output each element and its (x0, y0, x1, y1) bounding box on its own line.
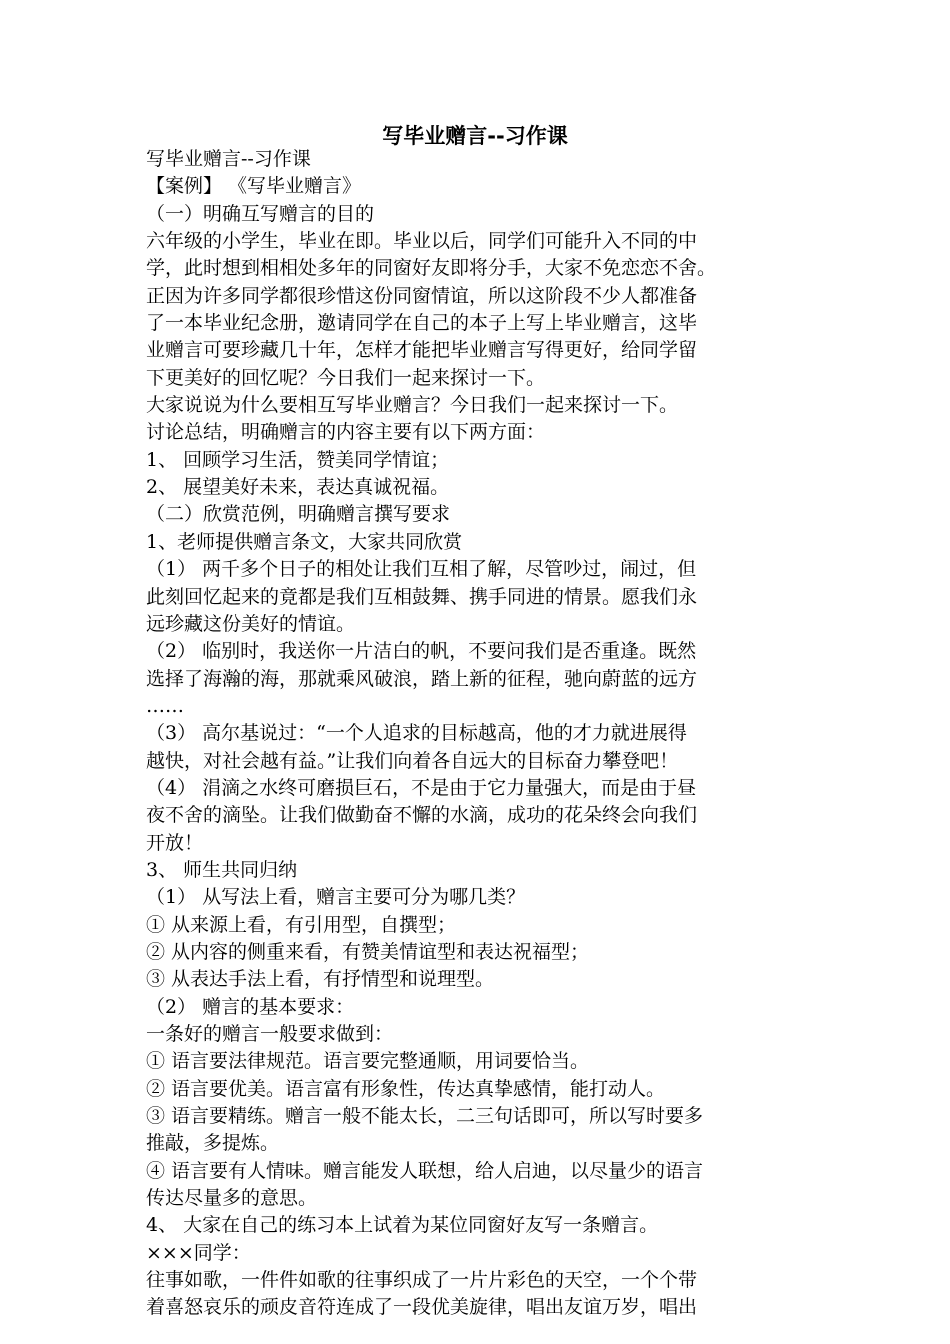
text-line: 4、 大家在自己的练习本上试着为某位同窗好友写一条赠言。 (146, 1214, 659, 1237)
text-line: （1） 两千多个日子的相处让我们互相了解，尽管吵过，闹过，但 (146, 558, 697, 581)
list-item: ③ 从表达手法上看，有抒情型和说理型。 (146, 968, 495, 991)
text-line: 传达尽量多的意思。 (146, 1187, 318, 1210)
section-heading: （二）欣赏范例，明确赠言撰写要求 (146, 503, 451, 526)
text-line: 业赠言可要珍藏几十年，怎样才能把毕业赠言写得更好，给同学留 (146, 339, 698, 362)
text-line: 写毕业赠言--习作课 (146, 148, 311, 170)
text-line: 夜不舍的滴坠。让我们做勤奋不懈的水滴，成功的花朵终会向我们 (146, 804, 698, 827)
text-line: 开放！ (146, 831, 204, 854)
list-item: ① 语言要法律规范。语言要完整通顺，用词要恰当。 (146, 1050, 590, 1073)
text-line: 此刻回忆起来的竟都是我们互相鼓舞、携手同进的情景。愿我们永 (146, 585, 698, 608)
text-line: （3） 高尔基说过：“一个人追求的目标越高，他的才力就进展得 (146, 722, 687, 745)
text-line: 1、老师提供赠言条文，大家共同欣赏 (146, 530, 463, 553)
list-item: ③ 语言要精练。赠言一般不能太长，二三句话即可，所以写时要多 (146, 1105, 704, 1128)
text-line: 3、 师生共同归纳 (146, 858, 298, 881)
text-line: 学，此时想到相相处多年的同窗好友即将分手，大家不免恋恋不舍。 (146, 257, 717, 280)
text-line: 六年级的小学生，毕业在即。毕业以后，同学们可能升入不同的中 (146, 230, 698, 253)
section-heading: （一）明确互写赠言的目的 (146, 202, 375, 225)
text-line: 选择了海瀚的海，那就乘风破浪，踏上新的征程，驰向蔚蓝的远方 (146, 667, 698, 690)
text-line: （4） 涓滴之水终可磨损巨石，不是由于它力量强大，而是由于昼 (146, 776, 697, 799)
text-line: 一条好的赠言一般要求做到： (146, 1023, 394, 1045)
text-line: 越快，对社会越有益。”让我们向着各自远大的目标奋力攀登吧！ (146, 749, 679, 772)
text-line: 着喜怒哀乐的顽皮音符连成了一段优美旋律，唱出友谊万岁，唱出 (146, 1296, 698, 1319)
text-line: 推敲，多提炼。 (146, 1132, 280, 1155)
list-item: 1、 回顾学习生活，赞美同学情谊； (146, 448, 450, 471)
text-line: （2） 临别时，我送你一片洁白的帆，不要问我们是否重逢。既然 (146, 640, 697, 663)
text-line: （2） 赠言的基本要求： (146, 995, 355, 1018)
document-body (146, 146, 806, 1322)
text-line: 正因为许多同学都很珍惜这份同窗情谊，所以这阶段不少人都准备 (146, 284, 698, 307)
text-line: 了一本毕业纪念册，邀请同学在自己的本子上写上毕业赠言，这毕 (146, 312, 698, 335)
document-title: 写毕业赠言--习作课 (382, 124, 568, 148)
text-line: 远珍藏这份美好的情谊。 (146, 612, 356, 635)
text-line: …… (146, 694, 184, 717)
text-line: 往事如歌，一件件如歌的往事织成了一片片彩色的天空，一个个带 (146, 1269, 698, 1292)
list-item: ② 从内容的侧重来看，有赞美情谊型和表达祝福型； (146, 940, 590, 963)
text-line: 讨论总结，明确赠言的内容主要有以下两方面： (146, 421, 546, 444)
list-item: ② 语言要优美。语言富有形象性，传达真挚感情，能打动人。 (146, 1077, 666, 1100)
list-item: ④ 语言要有人情味。赠言能发人联想，给人启迪，以尽量少的语言 (146, 1159, 704, 1182)
list-item: ① 从来源上看，有引用型，自撰型； (146, 913, 457, 936)
text-line: 【案例】 《写毕业赠言》 (146, 175, 362, 198)
text-line: 大家说说为什么要相互写毕业赠言？今日我们一起来探讨一下。 (146, 394, 679, 417)
list-item: 2、 展望美好未来，表达真诚祝福。 (146, 476, 450, 499)
text-line: 下更美好的回忆呢？今日我们一起来探讨一下。 (146, 366, 546, 389)
text-line: ×××同学： (146, 1241, 251, 1264)
text-line: （1） 从写法上看，赠言主要可分为哪几类？ (146, 886, 526, 909)
